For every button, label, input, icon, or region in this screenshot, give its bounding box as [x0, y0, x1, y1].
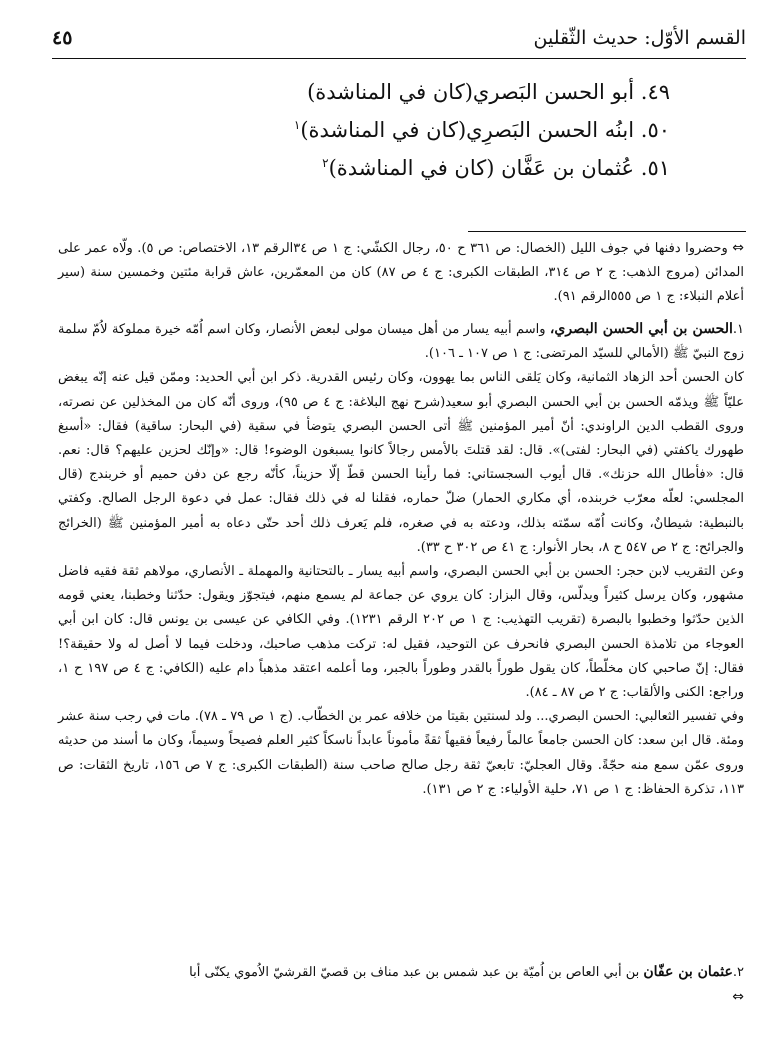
footnote-subject: عثمان بن عفّان: [643, 964, 733, 980]
footnote-paragraph: كان الحسن أحد الزهاد الثمانية، وكان يَلقى الناس بما يهوون، وكان رئيس القدرية. ذكر ابن أبي الحديد: وممّن قيل عنه إنّه يبغض عليّاً ﷺ ويذمّه الحسن بن أبي الحسن البصري أبو سعيد(شرح نهج البلاغة: ج ٤ ص ٩٥)، وروى أنّه كان من المخذلين عن نصرته، وروى القطب الدين الراوندي: أنّ أمير المؤمنين ﷺ أتى الحسن البصري يتوضأ في سقية (في البحار: ساقية) فقال: «أسبغ طهورك ياكفتي (في البحار: لفتى)». قال: لقد قتلتَ بالأمس رجالاً كانوا يسبغون الوضوء! قال: «وإنّك لحزين عليهم؟ قال: نعم. قال: «فأطال الله حزنك». قال أيوب السجستاني: فما رأينا الحسن قطّ إلّا حزيناً، كأنّه رجع عن دفن حميم أو خربندج (قال المجلسي: لعلّه معرّب خربنده، أي مكاري الحمار) ضلّ حماره، فقلنا له في ذلك فقال: عمل في دعوة الرجل الصالح. وكفتي بالنبطية: شيطانٌ، وكانت اُمّه سمّته بذلك، ودعته به في صغره، فلم يَعرف ذلك أحد حتّى دعاه به أمير المؤمنين ﷺ (الخرائج والجرائح: ج ٢ ص ٥٤٧ ح ٨، بحار الأنوار: ج ٤١ ص ٣٠٢ ح ٣٣).: [58, 370, 744, 555]
continues-marker: [58, 985, 744, 1010]
entry-text: ٤٩. أبو الحسن البَصري(كان في المناشدة): [307, 80, 670, 104]
continued-text: وحضروا دفنها في جوف الليل (الخصال: ص ٣٦١ ح ٥٠، رجال الكشّي: ج ١ ص ٣٤الرقم ١٣، الاختصاص: ص ٥). ولّاه عمر على المدائن (مروج الذهب: ج ٢ ص ٣١٤، الطبقات الكبرى: ج ٤ ص ٨٧) كان من المعمّرين، عاش قرابة مئتين وخمسين سنة (سير أعلام النبلاء: ج ١ ص ٥٥٥الرقم ٩١).: [58, 241, 745, 305]
list-item: [70, 68, 670, 106]
page-number: ٤٥: [52, 27, 73, 49]
footnote-paragraph: وفي تفسير الثعالبي: الحسن البصري... ولد لسنتين بقيتا من خلافه عمر بن الخطّاب. (ج ١ ص ٧٩ ـ ٧٨). مات في رجب سنة عشر ومئة. قال ابن سعد: كان الحسن جامعاً عالماً رفيعاً فقيهاً ثقةً مأموناً عابداً ناسكاً كثير العلم فصيحاً وسيماً، وكان ما أسند من حديثه وروى عمّن سمع منه حجّةً. وقال العجليّ: تابعيّ ثقة رجل صالح صاحب سنة (الطبقات الكبرى: ج ٧ ص ١٥٦، تاريخ الثقات: ص ١١٣، تذكرة الحفاظ: ج ١ ص ٧١، حلية الأولياء: ج ٢ ص ١٣١).: [58, 709, 745, 797]
footnote-2: [58, 960, 744, 1010]
entry-text: ٥٠. ابنُه الحسن البَصرِي(كان في المناشدة): [300, 118, 670, 142]
header-title: القسم الأوّل: حديث الثّقلين: [533, 27, 746, 49]
entry-text: ٥١. عُثمان بن عَفَّان (كان في المناشدة): [328, 156, 670, 180]
footnote-number: ١.: [732, 322, 745, 337]
footnote-number: ٢.: [732, 965, 744, 980]
footnote-separator: [468, 231, 746, 232]
footnote-ref: ٢: [322, 156, 329, 170]
footnote-1-intro: [58, 317, 744, 366]
footnote-ref: ١: [293, 118, 301, 132]
list-item: [70, 106, 670, 144]
footnote-continued: [58, 236, 744, 310]
continued-paragraph: [58, 236, 744, 310]
narrator-list: [70, 68, 670, 182]
footnote-paragraph: وعن التقريب لابن حجر: الحسن بن أبي الحسن البصري، واسم أبيه يسار ـ بالتحتانية والمهملة ـ الأنصاري، مولاهم ثقة فقيه فاضل مشهور، وكان يرسل كثيراً ويدلّس، وقال البزار: كان يروي عن جماعة لم يسمع منهم، فيتجوّز ويقول: حدّثنا وخطبنا، يعني قومه الذين حدّثوا وخطبوا بالبصرة (تقريب التهذيب: ج ١ ص ٢٠٢ الرقم ١٢٣١). وفي الكافي عن عيسى بن يونس قال: كان ابن أبي العوجاء من تلامذة الحسن البصري فانحرف عن التوحيد، فقيل له: تركت مذهب صاحبك، ودخلت فيما لا أصل له ولا حقيقة؟! فقال: إنّ صاحبي كان مخلّطاً، كان يقول طوراً بالقدر وطوراً بالجبر، وما أعلمه اعتقد مذهباً دام عليه (الكافي: ج ٤ ص ١٩٧ ح ١، وراجع: الكنى والألقاب: ج ٢ ص ٨٧ ـ ٨٤).: [58, 564, 745, 701]
continues-arrow-icon: ⇔: [732, 989, 744, 1006]
continued-arrow-icon: ⇔: [732, 240, 744, 256]
running-header: [52, 18, 746, 59]
footnote-subject: الحسن بن أبي الحسن البصري،: [549, 321, 733, 337]
footnote-2-intro: [58, 960, 744, 985]
list-item: [70, 144, 670, 182]
footnote-text: واسم أبيه يسار من أهل ميسان مولى لبعض الأنصار، وكان اسم اُمّه خيرة مملوكة لاُمّ سلمة زوج النبيّ ﷺ (الأمالي للسيّد المرتضى: ج ١ ص ١٠٧ ـ ١٠٦).: [58, 322, 744, 362]
footnote-1: [58, 317, 744, 802]
footnote-text: بن أبي العاص بن اُميّة بن عبد شمس بن عبد مناف بن قصيّ القرشيّ الاُموي يكنّى أبا: [189, 965, 640, 980]
